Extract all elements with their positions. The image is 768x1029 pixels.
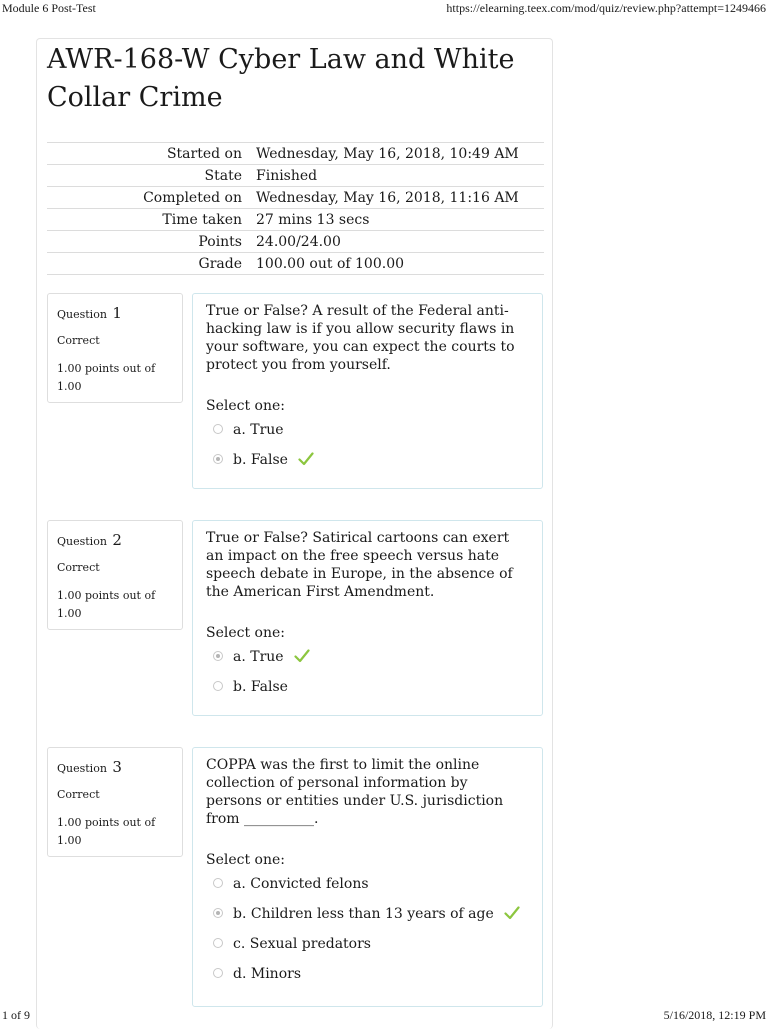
summary-row [47,165,544,187]
quiz-review-page [36,38,553,1029]
radio-button-selected[interactable] [213,908,223,918]
question-number-value: 2 [112,531,122,549]
summary-value: 24.00/24.00 [250,231,544,253]
answer-option[interactable] [213,649,310,669]
summary-label: Completed on [47,187,250,209]
print-footer [0,1006,768,1024]
answer-option[interactable] [213,876,369,896]
question-number [57,758,122,776]
question-2-content [192,520,543,716]
question-text: COPPA was the first to limit the online collection of personal information by persons or entities under U.S. jurisdiction from __________. [206,757,504,827]
print-page-title: Module 6 Post-Test [2,1,96,15]
radio-button[interactable] [213,681,223,691]
question-label: Question [57,535,107,548]
question-grade: 1.00 points out of 1.00 [57,362,156,393]
radio-button[interactable] [213,968,223,978]
summary-value: 100.00 out of 100.00 [250,253,544,275]
question-label: Question [57,762,107,775]
question-text: True or False? A result of the Federal anti-hacking law is if you allow security flaws in your software, you can expect the courts to protect you from yourself. [206,303,515,373]
summary-value: 27 mins 13 secs [250,209,544,231]
option-label: a. Convicted felons [233,876,369,892]
question-number [57,531,122,549]
check-icon [504,906,520,920]
answer-option[interactable] [213,679,288,699]
question-state: Correct [57,334,100,347]
print-datetime: 5/16/2018, 12:19 PM [663,1008,766,1022]
summary-label: Started on [47,143,250,165]
quiz-title: AWR-168-W Cyber Law and White Collar Crime [47,44,515,113]
print-header [0,0,768,18]
radio-button[interactable] [213,938,223,948]
option-label: b. False [233,679,288,695]
question-text: True or False? Satirical cartoons can exert an impact on the free speech versus hate speech debate in Europe, in the absence of the American First Amendment. [206,530,513,600]
question-3-content [192,747,543,1007]
summary-label: Points [47,231,250,253]
radio-button-selected[interactable] [213,454,223,464]
option-label: d. Minors [233,966,301,982]
answer-option[interactable] [213,936,371,956]
question-1-info [47,293,183,403]
summary-row [47,143,544,165]
question-3-info [47,747,183,857]
question-1-content [192,293,543,489]
answer-option[interactable] [213,422,284,442]
question-grade: 1.00 points out of 1.00 [57,589,156,620]
option-label: a. True [233,422,284,438]
summary-value: Wednesday, May 16, 2018, 11:16 AM [250,187,544,209]
radio-button[interactable] [213,424,223,434]
select-one-prompt: Select one: [206,625,286,641]
print-page-number: 1 of 9 [2,1008,30,1022]
summary-label: State [47,165,250,187]
radio-button-selected[interactable] [213,651,223,661]
answer-option[interactable] [213,906,520,926]
question-number [57,304,122,322]
question-label: Question [57,308,107,321]
print-url: https://elearning.teex.com/mod/quiz/review.php?attempt=1249466 [446,1,766,15]
summary-value: Wednesday, May 16, 2018, 10:49 AM [250,143,544,165]
check-icon [298,452,314,466]
option-label: b. Children less than 13 years of age [233,906,494,922]
option-label: b. False [233,452,288,468]
radio-button[interactable] [213,878,223,888]
summary-label: Time taken [47,209,250,231]
question-number-value: 1 [112,304,122,322]
answer-option[interactable] [213,966,301,986]
summary-row [47,253,544,275]
summary-row [47,187,544,209]
question-state: Correct [57,561,100,574]
attempt-summary-table [47,142,544,275]
summary-value: Finished [250,165,544,187]
answer-option[interactable] [213,452,314,472]
summary-row [47,231,544,253]
question-2-info [47,520,183,630]
summary-label: Grade [47,253,250,275]
question-number-value: 3 [112,758,122,776]
question-grade: 1.00 points out of 1.00 [57,816,156,847]
question-state: Correct [57,788,100,801]
summary-row [47,209,544,231]
check-icon [294,649,310,663]
select-one-prompt: Select one: [206,852,286,868]
select-one-prompt: Select one: [206,398,286,414]
option-label: c. Sexual predators [233,936,371,952]
option-label: a. True [233,649,284,665]
